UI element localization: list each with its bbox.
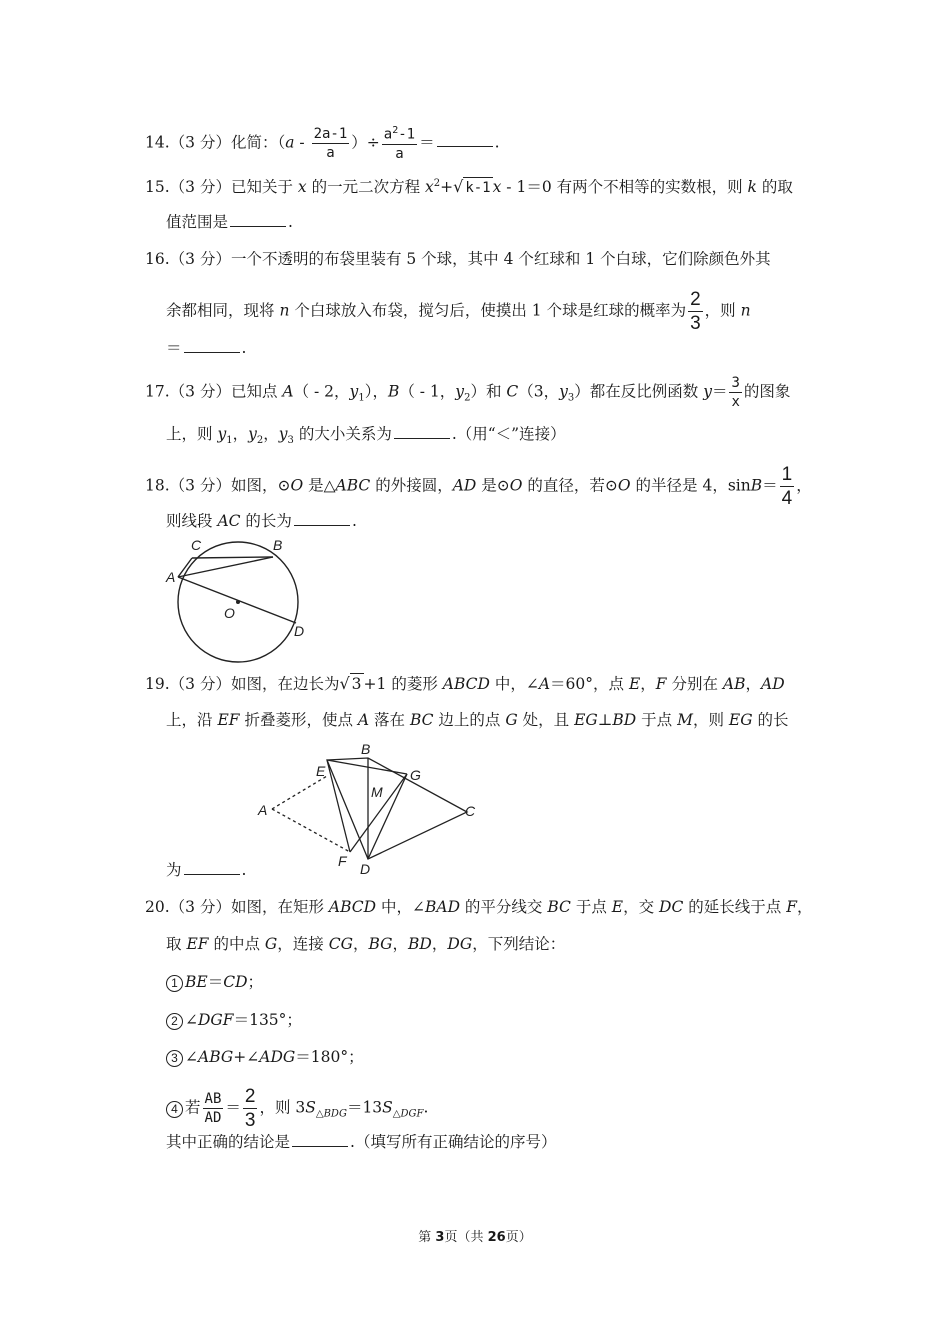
q14: 14.（3 分）化简：（a - $\frac{2a-1}{a}$ ）÷ $\frac{a^2-1}{a}$ ＝ . — [145, 125, 500, 162]
q18-line1: 18.（3 分）如图，⊙O 是△ABC 的外接圆，AD 是⊙O 的直径，若⊙O 的半径是 4，sinB＝ $\frac{1}{4}$ ， — [145, 464, 812, 509]
q19-line3: 为 . — [166, 861, 247, 879]
q16-line2: 余都相同，现将 n 个白球放入布袋，搅匀后，使摸出 1 个球是红球的概率为 $\frac{2}{3}$ ，则 n — [166, 289, 751, 334]
q19-figure — [250, 738, 490, 878]
dashed-ae — [272, 776, 327, 809]
label-m: M — [371, 784, 383, 800]
q20-line1: 20.（3 分）如图，在矩形 ABCD 中，∠BAD 的平分线交 BC 于点 E，交 DC 的延长线于点 F， — [145, 898, 813, 916]
segment-ab — [178, 557, 273, 577]
q20-conclusion-2: 2 ∠DGF＝135°； — [166, 1010, 302, 1030]
q20-conclusion-3: 3 ∠ABG+∠ADG＝180°； — [166, 1047, 364, 1067]
diameter-ad — [178, 577, 296, 623]
page-footer: 第 3页（共 26页） — [418, 1230, 532, 1245]
answer-blank — [294, 511, 350, 526]
q14-frac2: $\frac{a^2-1}{a}$ — [383, 125, 416, 162]
label-d: D — [360, 861, 371, 877]
q20-line2: 取 EF 的中点 G，连接 CG，BG，BD，DG，下列结论： — [166, 935, 566, 953]
label-o: O — [224, 605, 235, 621]
q16-line1: 16.（3 分）一个不透明的布袋里装有 5 个球，其中 4 个红球和 1 个白球，它们除颜色外其 — [145, 250, 771, 268]
q20-conclusion-4: 4 若 $\frac{AB}{AD}$ ＝ $\frac{2}{3}$ ，则 $3S_{\triangle BDG}=13S_{\triangle DGF}$. — [166, 1087, 428, 1130]
answer-blank — [394, 424, 450, 439]
q20-conclusion-1: 1 BE＝CD； — [166, 972, 263, 992]
label-f: F — [338, 853, 347, 869]
center-dot — [236, 600, 240, 604]
label-b: B — [361, 741, 371, 757]
q14-frac1: $\frac{2a-1}{a}$ — [313, 125, 348, 161]
segment-cb — [192, 557, 273, 558]
label-a: A — [166, 569, 176, 585]
label-c: C — [465, 803, 476, 819]
q19-line1: 19.（3 分）如图，在边长为√ 3 +1 的菱形 ABCD 中，∠A＝60°，点 E，F 分别在 AB，AD — [145, 674, 785, 693]
answer-blank — [292, 1132, 348, 1147]
q19-line2: 上，沿 EF 折叠菱形，使点 A 落在 BC 边上的点 G 处，且 EG⊥BD 于点 M，则 EG 的长 — [166, 711, 789, 729]
label-g: G — [410, 767, 421, 783]
label-a: A — [258, 802, 268, 818]
q18-line2: 则线段 AC 的长为 . — [166, 512, 357, 530]
q18-figure — [160, 535, 320, 665]
q17-line1: 17.（3 分）已知点 A（ - 2，$y_1$），B（ - 1，$y_2$）和 C（3，$y_3$）都在反比例函数 y＝ $\frac{3}{x}$ 的图象 — [145, 375, 791, 410]
q20-last: 其中正确的结论是 .（填写所有正确结论的序号） — [166, 1133, 557, 1151]
answer-blank — [230, 212, 286, 227]
q15-line1: 15.（3 分）已知关于 x 的一元二次方程 $x^2+√$ k-1 x - 1＝0 有两个不相等的实数根，则 k 的取 — [145, 177, 793, 197]
answer-blank — [184, 338, 240, 353]
segment-eg — [327, 760, 407, 774]
answer-blank — [184, 860, 240, 875]
label-c: C — [191, 537, 202, 553]
q15-line2: 值范围是 . — [166, 213, 293, 231]
label-d: D — [294, 623, 305, 639]
label-b: B — [273, 537, 283, 553]
label-e: E — [316, 763, 326, 779]
answer-blank — [437, 132, 493, 147]
q17-line2: 上，则 $y_1$，$y_2$，$y_3$ 的大小关系为 .（用“＜”连接） — [166, 425, 566, 447]
dashed-af — [272, 809, 350, 852]
q16-line3: ＝ . — [166, 339, 247, 357]
